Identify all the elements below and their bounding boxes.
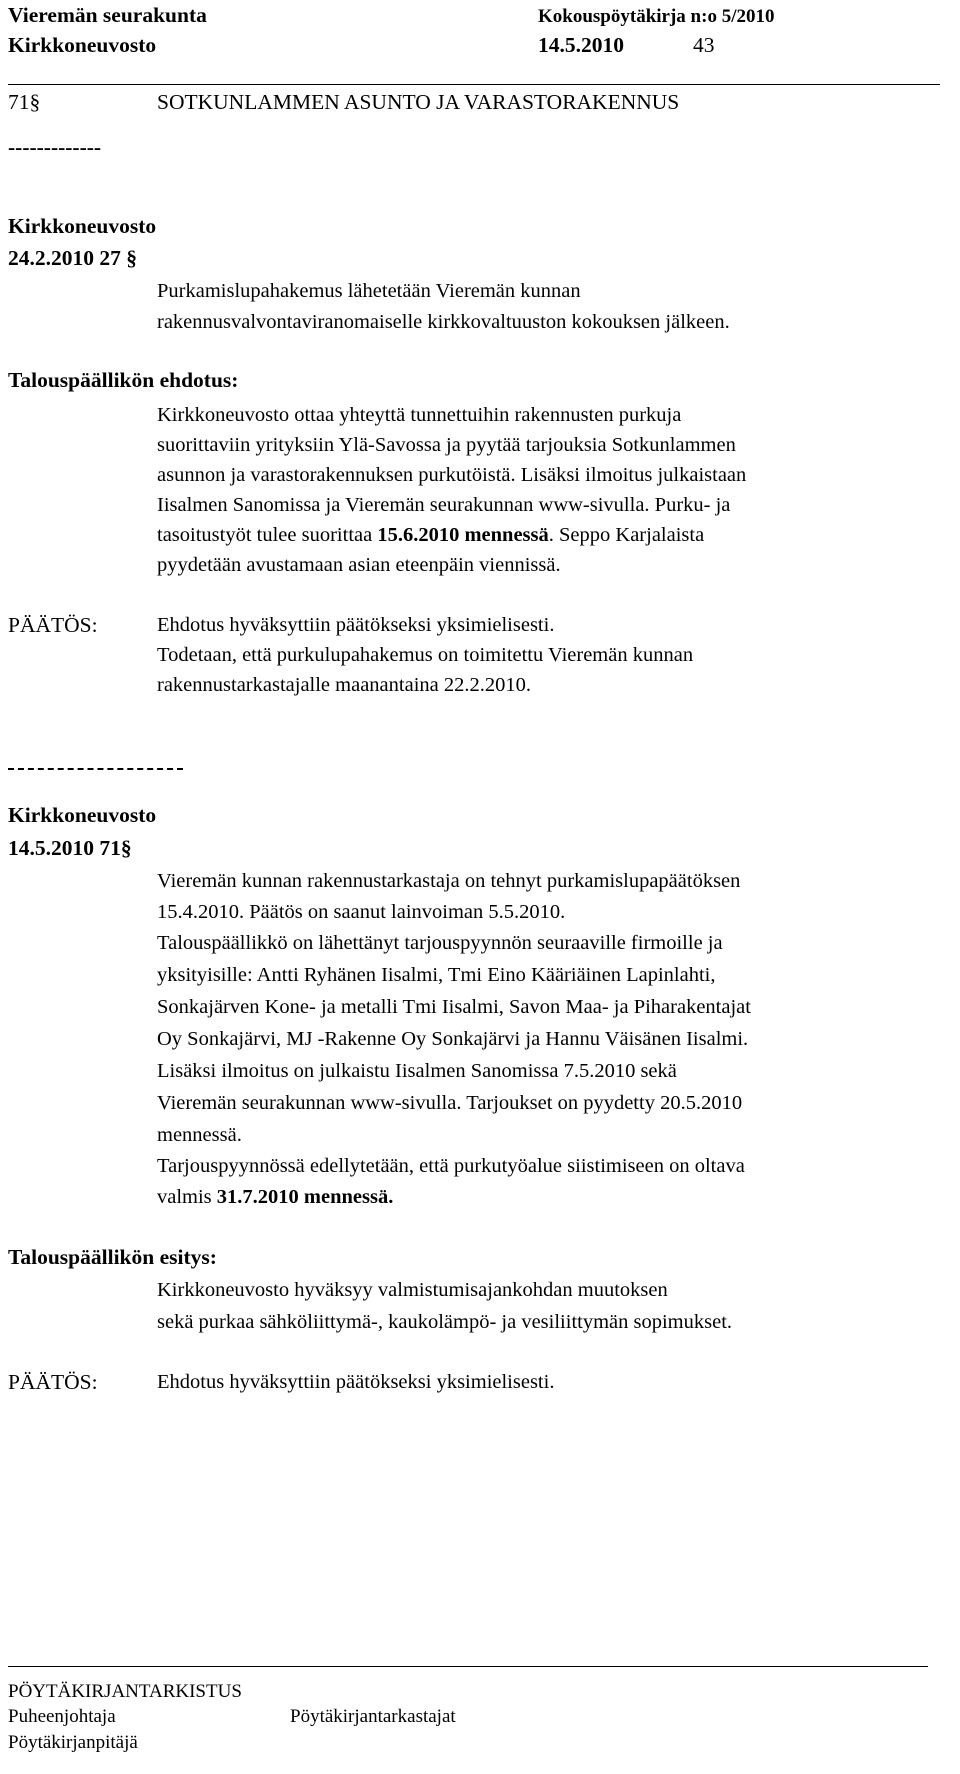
current-proposal-line: sekä purkaa sähköliittymä-, kaukolämpö- ja vesiliittymän sopimukset. (157, 1311, 733, 1333)
earlier-proposal-line: pyydetään avustamaan asian eteenpäin viennissä. (157, 554, 561, 576)
header-doc-type: Kokouspöytäkirja n:o 5/2010 (538, 6, 775, 27)
earlier-decision-line: rakennustarkastajalle maanantaina 22.2.2010. (157, 674, 531, 696)
earlier-proposal-line: suorittaviin yrityksiin Ylä-Savossa ja pyytää tarjouksia Sotkunlammen (157, 434, 736, 456)
earlier-proposal-line: tasoitustyöt tulee suorittaa 15.6.2010 mennessä. Seppo Karjalaista (157, 524, 705, 546)
current-line: Lisäksi ilmoitus on julkaistu Iisalmen Sanomissa 7.5.2010 sekä (157, 1060, 677, 1082)
header-rule (8, 84, 940, 85)
header-body: Kirkkoneuvosto (8, 33, 157, 57)
current-line: Tarjouspyynnössä edellytetään, että purkutyöalue siistimiseen on oltava (157, 1155, 745, 1177)
current-decision-text: Ehdotus hyväksyttiin päätökseksi yksimielisesti. (157, 1371, 555, 1393)
earlier-reference: 24.2.2010 27 § (8, 246, 137, 270)
current-line: Vieremän seurakunnan www-sivulla. Tarjoukset on pyydetty 20.5.2010 (157, 1092, 743, 1114)
footer-chair: Puheenjohtaja (8, 1706, 116, 1727)
current-proposal-line: Kirkkoneuvosto hyväksyy valmistumisajankohdan muutoksen (157, 1279, 668, 1301)
section-title: SOTKUNLAMMEN ASUNTO JA VARASTORAKENNUS (157, 90, 680, 114)
current-line: Talouspäällikkö on lähettänyt tarjouspyynnön seuraaville firmoille ja (157, 932, 723, 954)
current-line: Oy Sonkajärvi, MJ -Rakenne Oy Sonkajärvi ja Hannu Väisänen Iisalmi. (157, 1028, 749, 1050)
footer-secretary: Pöytäkirjanpitäjä (8, 1732, 138, 1753)
current-line: mennessä. (157, 1124, 242, 1146)
earlier-decision-line: Ehdotus hyväksyttiin päätökseksi yksimielisesti. (157, 614, 555, 636)
earlier-body: Kirkkoneuvosto (8, 214, 157, 238)
section-sign-icon: § (120, 836, 132, 860)
header-page-number: 43 (693, 33, 715, 57)
earlier-proposal-line: Iisalmen Sanomissa ja Vieremän seurakunnan www-sivulla. Purku- ja (157, 494, 731, 516)
separator-line (8, 768, 183, 770)
current-line: yksityisille: Antti Ryhänen Iisalmi, Tmi Eino Kääriäinen Lapinlahti, (157, 964, 716, 986)
earlier-proposal-label: Talouspäällikön ehdotus: (8, 368, 239, 392)
earlier-decision-label: PÄÄTÖS: (8, 613, 98, 637)
earlier-proposal-line: asunnon ja varastorakennuksen purkutöistä. Lisäksi ilmoitus julkaistaan (157, 464, 747, 486)
section-number: 71§ (8, 90, 41, 114)
footer-checkers: Pöytäkirjantarkastajat (290, 1706, 456, 1727)
current-reference: 14.5.2010 71§ (8, 836, 132, 860)
current-line: 15.4.2010. Päätös on saanut lainvoiman 5.5.2010. (157, 901, 566, 923)
current-proposal-label: Talouspäällikön esitys: (8, 1245, 217, 1269)
current-line: Vieremän kunnan rakennustarkastaja on tehnyt purkamislupapäätöksen (157, 870, 741, 892)
current-line: valmis 31.7.2010 mennessä. (157, 1186, 394, 1208)
section-sign-icon: § (29, 90, 41, 114)
current-decision-label: PÄÄTÖS: (8, 1370, 98, 1394)
current-body: Kirkkoneuvosto (8, 803, 157, 827)
footer-title: PÖYTÄKIRJANTARKISTUS (8, 1681, 242, 1702)
current-line: Sonkajärven Kone- ja metalli Tmi Iisalmi, Savon Maa- ja Piharakentajat (157, 996, 751, 1018)
section-divider: ------------- (8, 135, 102, 159)
earlier-line: rakennusvalvontaviranomaiselle kirkkovaltuuston kokouksen jälkeen. (157, 311, 730, 333)
earlier-proposal-line: Kirkkoneuvosto ottaa yhteyttä tunnettuihin rakennusten purkuja (157, 404, 682, 426)
section-sign-icon: § (126, 246, 137, 270)
earlier-line: Purkamislupahakemus lähetetään Vieremän kunnan (157, 280, 581, 302)
header-date: 14.5.2010 (538, 33, 624, 57)
earlier-decision-line: Todetaan, että purkulupahakemus on toimitettu Vieremän kunnan (157, 644, 694, 666)
header-org: Vieremän seurakunta (8, 3, 207, 27)
footer-rule (8, 1666, 928, 1667)
